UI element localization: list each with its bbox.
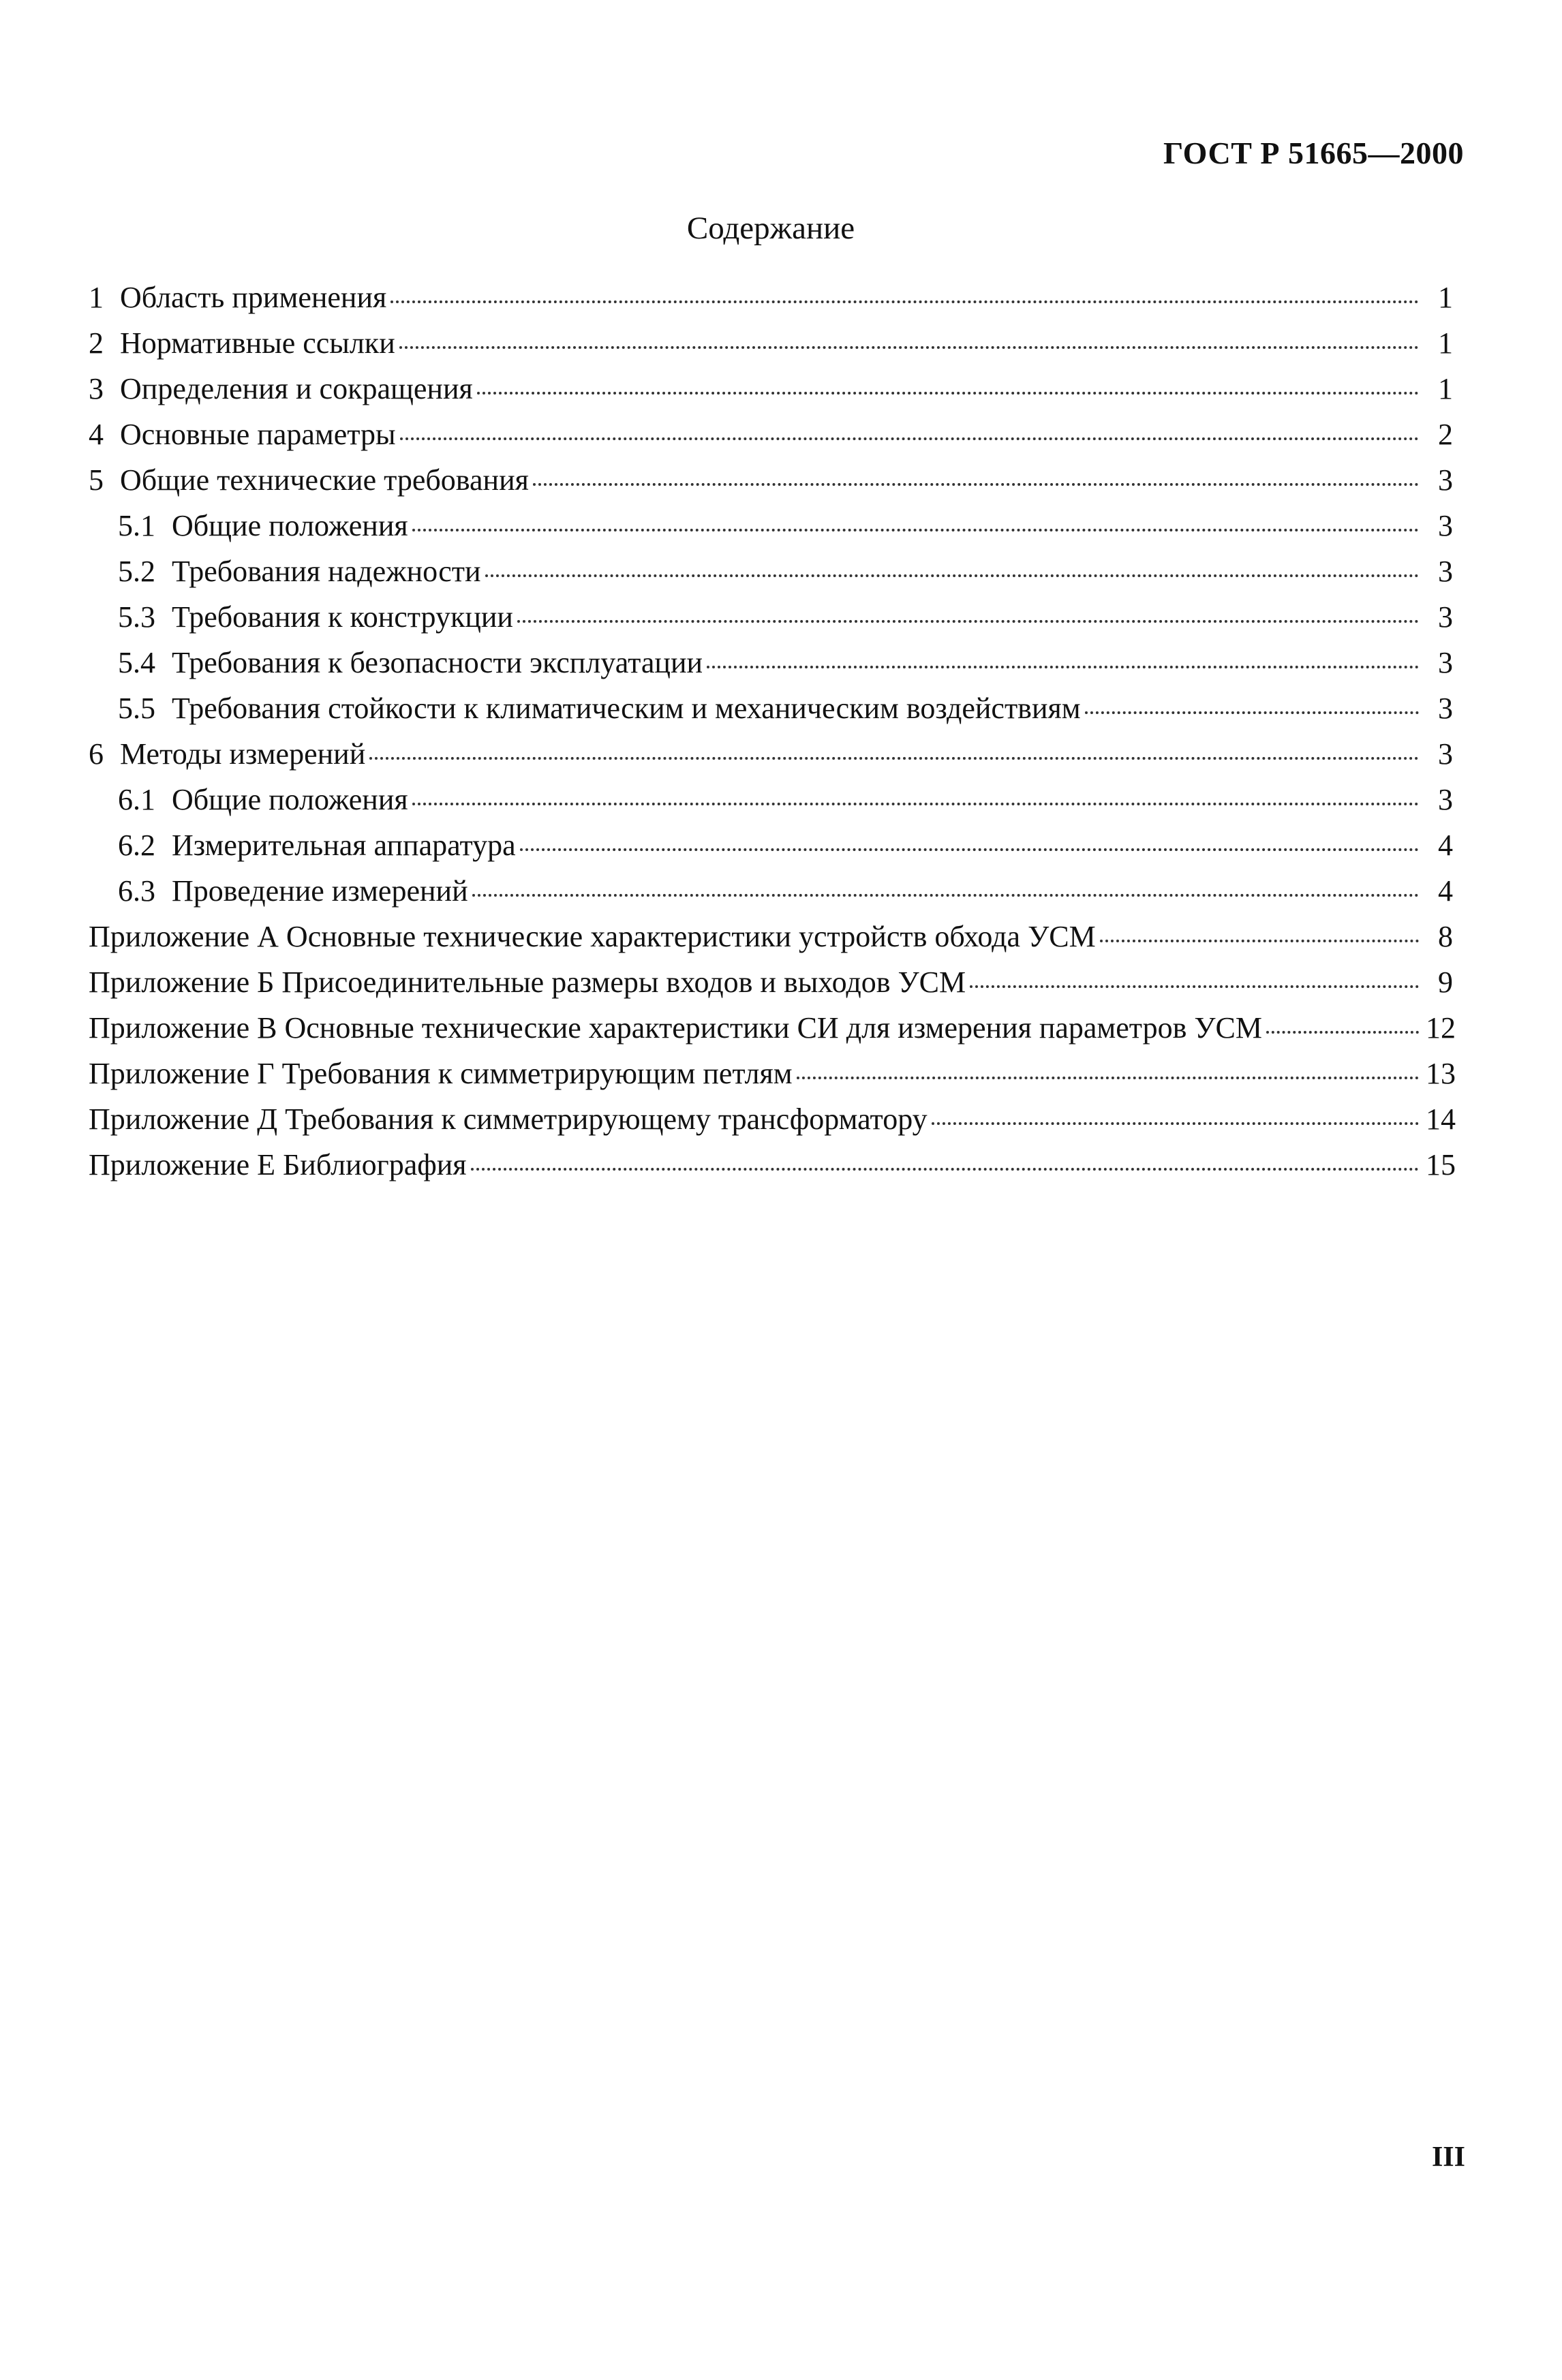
toc-entry-text: Приложение Е Библиография <box>89 1148 467 1181</box>
toc-entry[interactable] <box>89 1096 1456 1142</box>
toc-entry-page: 3 <box>1438 600 1453 634</box>
toc-entry-text: Приложение Г Требования к симметрирующим петлям <box>89 1057 793 1090</box>
toc-entry-page: 15 <box>1426 1148 1456 1181</box>
toc-leader-dots <box>797 1076 1419 1079</box>
toc-entry-label <box>89 959 966 1005</box>
toc-entry-text: Проведение измерений <box>172 874 468 908</box>
toc-entry-page: 13 <box>1426 1057 1456 1090</box>
toc-entry-label <box>89 1051 793 1096</box>
toc-entry-label <box>89 731 365 777</box>
toc-entry-page: 3 <box>1438 463 1453 497</box>
toc-entry-page: 2 <box>1438 418 1453 451</box>
toc-entry-label <box>89 320 395 366</box>
toc-entry[interactable] <box>89 777 1453 822</box>
toc-entry-page: 1 <box>1438 326 1453 360</box>
toc-leader-dots <box>932 1122 1419 1125</box>
toc-entry-label <box>89 457 529 503</box>
toc-title: Содержание <box>686 211 855 246</box>
toc-entry-label <box>89 366 473 412</box>
toc-entry-label <box>118 548 481 594</box>
toc-entry-number: 5 <box>89 463 104 497</box>
toc-leader-dots <box>970 985 1419 988</box>
toc-entry-text: Требования стойкости к климатическим и механическим воздействиям <box>172 692 1081 725</box>
toc-entry[interactable] <box>89 457 1453 503</box>
toc-entry[interactable] <box>89 914 1453 959</box>
toc-leader-dots <box>412 528 1419 531</box>
toc-entry-text: Основные параметры <box>120 418 396 451</box>
toc-leader-dots <box>400 437 1419 440</box>
toc-entry-label <box>118 640 703 685</box>
toc-leader-dots <box>1100 939 1419 942</box>
toc-leader-dots <box>472 893 1419 897</box>
toc-entry-page: 4 <box>1438 829 1453 862</box>
toc-leader-dots <box>520 848 1419 851</box>
toc-entry[interactable] <box>89 366 1453 412</box>
toc-entry[interactable] <box>89 548 1453 594</box>
toc-entry-text: Требования к конструкции <box>172 600 513 634</box>
toc-leader-dots <box>533 482 1419 486</box>
toc-entry-number: 6.3 <box>118 874 155 908</box>
toc-entry-page: 14 <box>1426 1102 1456 1136</box>
toc-leader-dots <box>517 619 1419 623</box>
toc-entry-page: 1 <box>1438 281 1453 314</box>
toc-entry-page: 3 <box>1438 692 1453 725</box>
toc-entry-page: 4 <box>1438 874 1453 908</box>
toc-entry-label <box>118 685 1081 731</box>
toc-entry-number: 4 <box>89 418 104 451</box>
toc-leader-dots <box>477 391 1419 395</box>
toc-entry[interactable] <box>89 868 1453 914</box>
toc-entry-label <box>89 914 1096 959</box>
toc-entry-label <box>118 594 513 640</box>
toc-entry-page: 3 <box>1438 783 1453 816</box>
toc-entry-text: Нормативные ссылки <box>120 326 395 360</box>
toc-leader-dots <box>707 665 1419 668</box>
toc-entry-text: Общие положения <box>172 783 408 816</box>
toc-entry-number: 5.5 <box>118 692 155 725</box>
toc-entry-text: Приложение Б Присоединительные размеры входов и выходов УСМ <box>89 965 966 999</box>
toc-leader-dots <box>390 300 1419 303</box>
toc-leader-dots <box>369 756 1419 760</box>
toc-entry-page: 3 <box>1438 646 1453 679</box>
toc-entry[interactable] <box>89 822 1453 868</box>
toc-entry-number: 5.4 <box>118 646 155 679</box>
toc-entry[interactable] <box>89 1051 1456 1096</box>
toc-entry-text: Общие положения <box>172 509 408 542</box>
toc-entry-page: 9 <box>1438 965 1453 999</box>
toc-entry-number: 6.1 <box>118 783 155 816</box>
toc-entry-number: 3 <box>89 372 104 405</box>
document-number: ГОСТ Р 51665—2000 <box>1163 136 1464 170</box>
toc-entry-page: 3 <box>1438 737 1453 771</box>
toc-entry-page: 8 <box>1438 920 1453 953</box>
table-of-contents <box>89 275 1456 1188</box>
toc-entry-label <box>118 822 516 868</box>
toc-entry-number: 5.3 <box>118 600 155 634</box>
toc-entry-label <box>89 1142 467 1188</box>
toc-entry[interactable] <box>89 959 1453 1005</box>
toc-entry-text: Требования к безопасности эксплуатации <box>172 646 703 679</box>
toc-entry-text: Методы измерений <box>120 737 366 771</box>
toc-entry-text: Область применения <box>120 281 387 314</box>
toc-entry-page: 12 <box>1426 1011 1456 1045</box>
toc-entry-number: 6 <box>89 737 104 771</box>
toc-entry-text: Приложение В Основные технические характеристики СИ для измерения параметров УСМ <box>89 1011 1262 1045</box>
toc-entry-number: 5.1 <box>118 509 155 542</box>
page-number: III <box>1431 2142 1465 2173</box>
toc-entry-label <box>89 1005 1262 1051</box>
toc-entry-label <box>89 275 386 320</box>
toc-entry-number: 5.2 <box>118 555 155 588</box>
toc-entry[interactable] <box>89 640 1453 685</box>
toc-leader-dots <box>471 1167 1419 1171</box>
toc-leader-dots <box>1085 711 1419 714</box>
toc-leader-dots <box>399 345 1419 349</box>
toc-entry[interactable] <box>89 685 1453 731</box>
toc-leader-dots <box>485 574 1419 577</box>
toc-entry[interactable] <box>89 594 1453 640</box>
toc-entry-text: Определения и сокращения <box>120 372 473 405</box>
toc-entry-text: Приложение Д Требования к симметрирующему трансформатору <box>89 1102 928 1136</box>
toc-entry-number: 1 <box>89 281 104 314</box>
toc-entry[interactable] <box>89 275 1453 320</box>
toc-entry-label <box>89 1096 928 1142</box>
toc-entry-text: Приложение А Основные технические характеристики устройств обхода УСМ <box>89 920 1096 953</box>
toc-entry-text: Общие технические требования <box>120 463 529 497</box>
toc-entry[interactable] <box>89 320 1453 366</box>
toc-leader-dots <box>412 802 1419 805</box>
toc-entry[interactable] <box>89 731 1453 777</box>
toc-entry-number: 6.2 <box>118 829 155 862</box>
toc-entry-page: 3 <box>1438 555 1453 588</box>
toc-entry-number: 2 <box>89 326 104 360</box>
toc-entry-label <box>89 412 396 457</box>
toc-leader-dots <box>1266 1030 1419 1034</box>
toc-entry-label <box>118 777 408 822</box>
toc-entry-page: 3 <box>1438 509 1453 542</box>
toc-entry[interactable] <box>89 503 1453 548</box>
toc-entry-label <box>118 503 408 548</box>
toc-entry[interactable] <box>89 412 1453 457</box>
toc-entry[interactable] <box>89 1005 1456 1051</box>
toc-entry-text: Измерительная аппаратура <box>172 829 516 862</box>
toc-entry-label <box>118 868 468 914</box>
toc-entry[interactable] <box>89 1142 1456 1188</box>
toc-entry-text: Требования надежности <box>172 555 481 588</box>
toc-entry-page: 1 <box>1438 372 1453 405</box>
